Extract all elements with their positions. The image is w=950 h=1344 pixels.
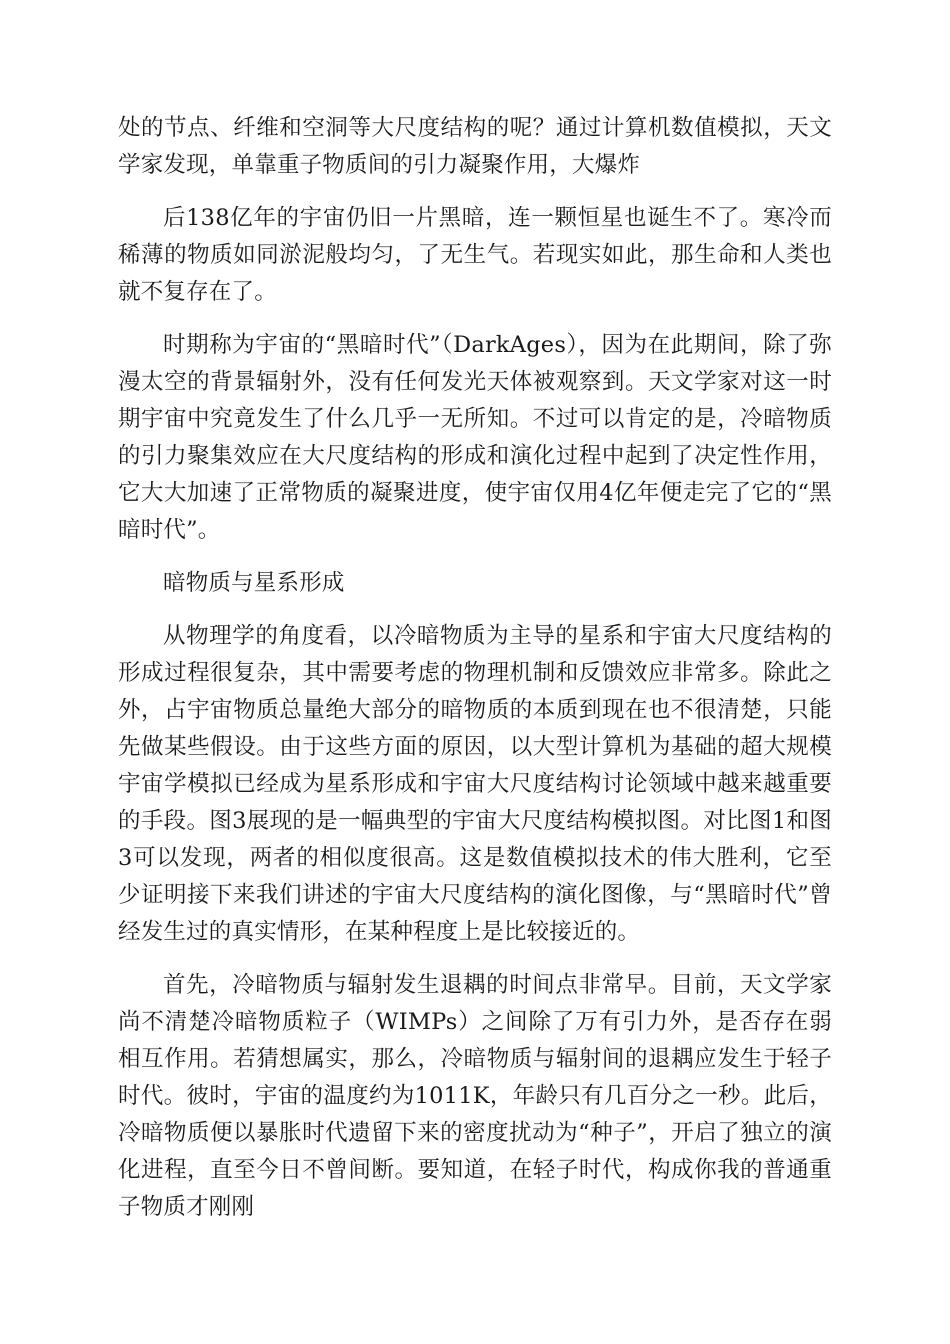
paragraph-dark-ages: 时期称为宇宙的“黑暗时代”（DarkAges），因为在此期间，除了弥漫太空的背景辐射外，没有任何发光天体被观察到。天文学家对这一时期宇宙中究竟发生了什么几乎一无所知。不过可以肯定的是，冷暗物质的引力聚集效应在大尺度结构的形成和演化过程中起到了决定性作用，它大大加速了正常物质的凝聚进度，使宇宙仅用4亿年便走完了它的“黑暗时代”。	[118, 332, 832, 543]
paragraph-continuation: 处的节点、纤维和空洞等大尺度结构的呢？通过计算机数值模拟，天文学家发现，单靠重子物质间的引力凝聚作用，大爆炸	[118, 115, 832, 178]
paragraph-decoupling: 首先，冷暗物质与辐射发生退耦的时间点非常早。目前，天文学家尚不清楚冷暗物质粒子（WIMPs）之间除了万有引力外，是否存在弱相互作用。若猜想属实，那么，冷暗物质与辐射间的退耦应发生于轻子时代。彼时，宇宙的温度约为1011K，年龄只有几百分之一秒。此后，冷暗物质便以暴胀时代遗留下来的密度扰动为“种子”，开启了独立的演化进程，直至今日不曾间断。要知道，在轻子时代，构成你我的普通重子物质才刚刚	[118, 972, 832, 1220]
paragraph-simulation: 从物理学的角度看，以冷暗物质为主导的星系和宇宙大尺度结构的形成过程很复杂，其中需要考虑的物理机制和反馈效应非常多。除此之外，占宇宙物质总量绝大部分的暗物质的本质到现在也不很清楚，只能先做某些假设。由于这些方面的原因，以大型计算机为基础的超大规模宇宙学模拟已经成为星系形成和宇宙大尺度结构讨论领域中越来越重要的手段。图3展现的是一幅典型的宇宙大尺度结构模拟图。对比图1和图3可以发现，两者的相似度很高。这是数值模拟技术的伟大胜利，它至少证明接下来我们讲述的宇宙大尺度结构的演化图像，与“黑暗时代”曾经发生过的真实情形，在某种程度上是比较接近的。	[118, 623, 832, 945]
section-heading: 暗物质与星系形成	[163, 570, 345, 596]
paragraph-dark-universe: 后138亿年的宇宙仍旧一片黑暗，连一颗恒星也诞生不了。寒冷而稀薄的物质如同淤泥般均匀，了无生气。若现实如此，那生命和人类也就不复存在了。	[118, 205, 832, 305]
